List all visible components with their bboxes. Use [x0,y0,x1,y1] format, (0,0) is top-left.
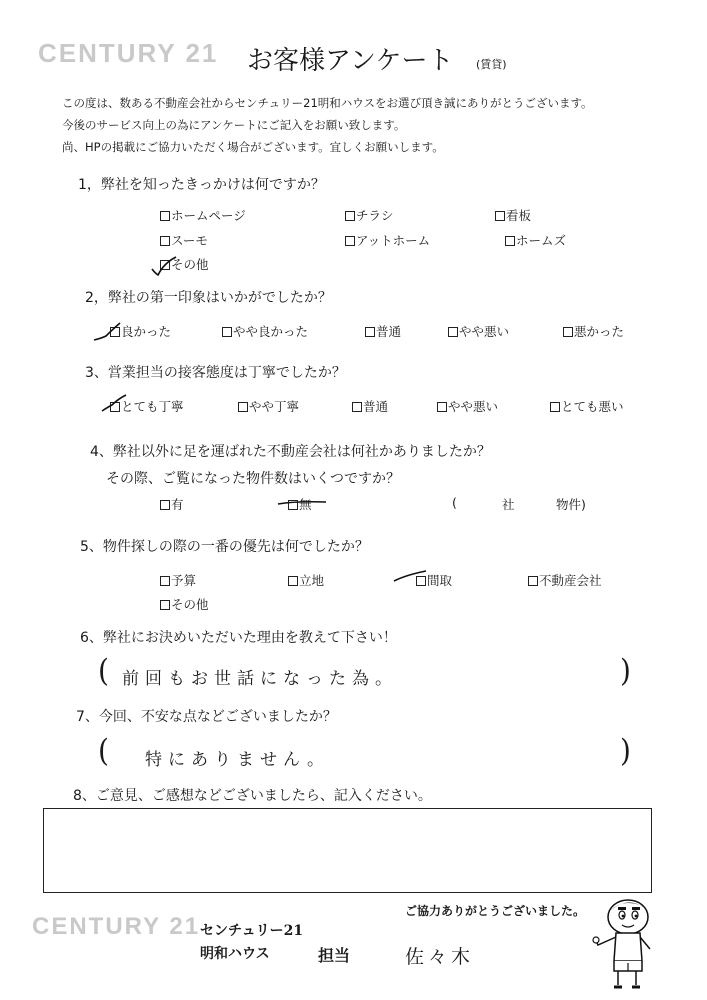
q3-option-checked[interactable]: とても丁寧 [110,397,184,415]
q5-option[interactable]: 立地 [288,571,324,589]
check-mark-icon [100,393,130,415]
checkbox-icon [528,576,538,586]
checkbox-icon [505,236,515,246]
checkbox-icon [448,327,458,337]
checkbox-icon [365,327,375,337]
q1-option[interactable]: ホームズ [505,231,566,249]
checkbox-icon [160,236,170,246]
q2-option[interactable]: やや悪い [448,322,509,340]
check-mark-icon [276,498,328,508]
page-subtitle: (賃貸) [476,58,507,71]
q5-option-checked[interactable]: 間取 [416,571,452,589]
checkbox-icon [550,402,560,412]
q1-option[interactable]: アットホーム [345,231,430,249]
century21-logo: CENTURY 21 [38,38,219,68]
checkbox-icon [160,576,170,586]
company-name-line-2: 明和ハウス [200,946,270,962]
answer-6-open-paren: ( [98,652,109,689]
staff-label: 担当 [318,946,351,965]
intro-line-1: この度は、数ある不動産会社からセンチュリー21明和ハウスをお選び頂き誠にありがとうございます。 [62,96,593,110]
century21-logo-footer: CENTURY 21 [32,913,201,940]
checkbox-icon [160,600,170,610]
q2-option[interactable]: やや良かった [222,322,308,340]
answer-6-text: 前回もお世話になった為。 [122,669,398,689]
intro-line-3: 尚、HPの掲載にご協力いただく場合がございます。宜しくお願いします。 [62,140,444,154]
answer-6-close-paren: ) [620,652,631,689]
q1-option[interactable]: ホームページ [160,206,246,224]
q5-option[interactable]: その他 [160,595,209,613]
q4-property-label: 物件) [556,497,586,512]
question-1: 1，弊社を知ったきっかけは何ですか？ [78,177,325,193]
check-mark-icon [150,255,178,277]
answer-7-close-paren: ) [620,732,631,769]
cartoon-boy-illustration [590,893,660,993]
intro-line-2: 今後のサービス向上の為にアンケートにご記入をお願い致します。 [62,118,406,132]
answer-7-text: 特にありません。 [145,750,331,770]
check-mark-icon [92,322,122,344]
question-6: 6、弊社にお決めいただいた理由を教えて下さい！ [80,630,397,646]
checkbox-icon [563,327,573,337]
q4-option-checked[interactable]: 無 [288,495,312,513]
comment-box[interactable] [43,808,652,893]
company-name-line-1: センチュリー21 [200,923,304,939]
q1-option[interactable]: 看板 [495,206,531,224]
q1-option[interactable]: チラシ [345,206,394,224]
checkbox-icon [238,402,248,412]
q3-option[interactable]: やや悪い [437,397,498,415]
q3-option[interactable]: 普通 [352,397,388,415]
checkbox-icon [345,211,355,221]
answer-7-open-paren: ( [98,732,109,769]
staff-signature: 佐々木 [405,946,475,968]
page-title: お客様アンケート [247,46,454,76]
q1-option[interactable]: スーモ [160,231,208,249]
checkbox-icon [495,211,505,221]
question-4-sub: その際、ご覧になった物件数はいくつですか？ [106,471,400,487]
question-8: 8、ご意見、ご感想などございましたら、記入ください。 [73,788,432,804]
q2-option[interactable]: 普通 [365,322,401,340]
checkbox-icon [160,500,170,510]
checkbox-icon [160,211,170,221]
q2-option[interactable]: 悪かった [563,322,624,340]
thanks-message: ご協力ありがとうございました。 [405,904,586,918]
q3-option[interactable]: やや丁寧 [238,397,299,415]
checkbox-icon [345,236,355,246]
question-5: 5、物件探しの際の一番の優先は何でしたか？ [80,539,369,555]
question-4: 4、弊社以外に足を運ばれた不動産会社は何社かありましたか？ [90,444,491,460]
checkbox-icon [437,402,447,412]
q3-option[interactable]: とても悪い [550,397,624,415]
q1-option-checked[interactable]: その他 [160,255,209,273]
question-3: 3、営業担当の接客態度は丁寧でしたか？ [85,365,346,381]
checkbox-icon [288,576,298,586]
q4-option[interactable]: 有 [160,495,184,513]
question-7: 7、今回、不安な点などございましたか？ [76,709,337,725]
checkbox-icon [222,327,232,337]
q4-company-label: 社 [502,497,515,512]
checkbox-icon [352,402,362,412]
q5-option[interactable]: 予算 [160,571,196,589]
q2-option-checked[interactable]: 良かった [110,322,171,340]
check-mark-icon [392,569,428,583]
q5-option[interactable]: 不動産会社 [528,571,602,589]
question-2: 2，弊社の第一印象はいかがでしたか？ [85,290,332,306]
q4-paren-open: ( [452,495,457,510]
